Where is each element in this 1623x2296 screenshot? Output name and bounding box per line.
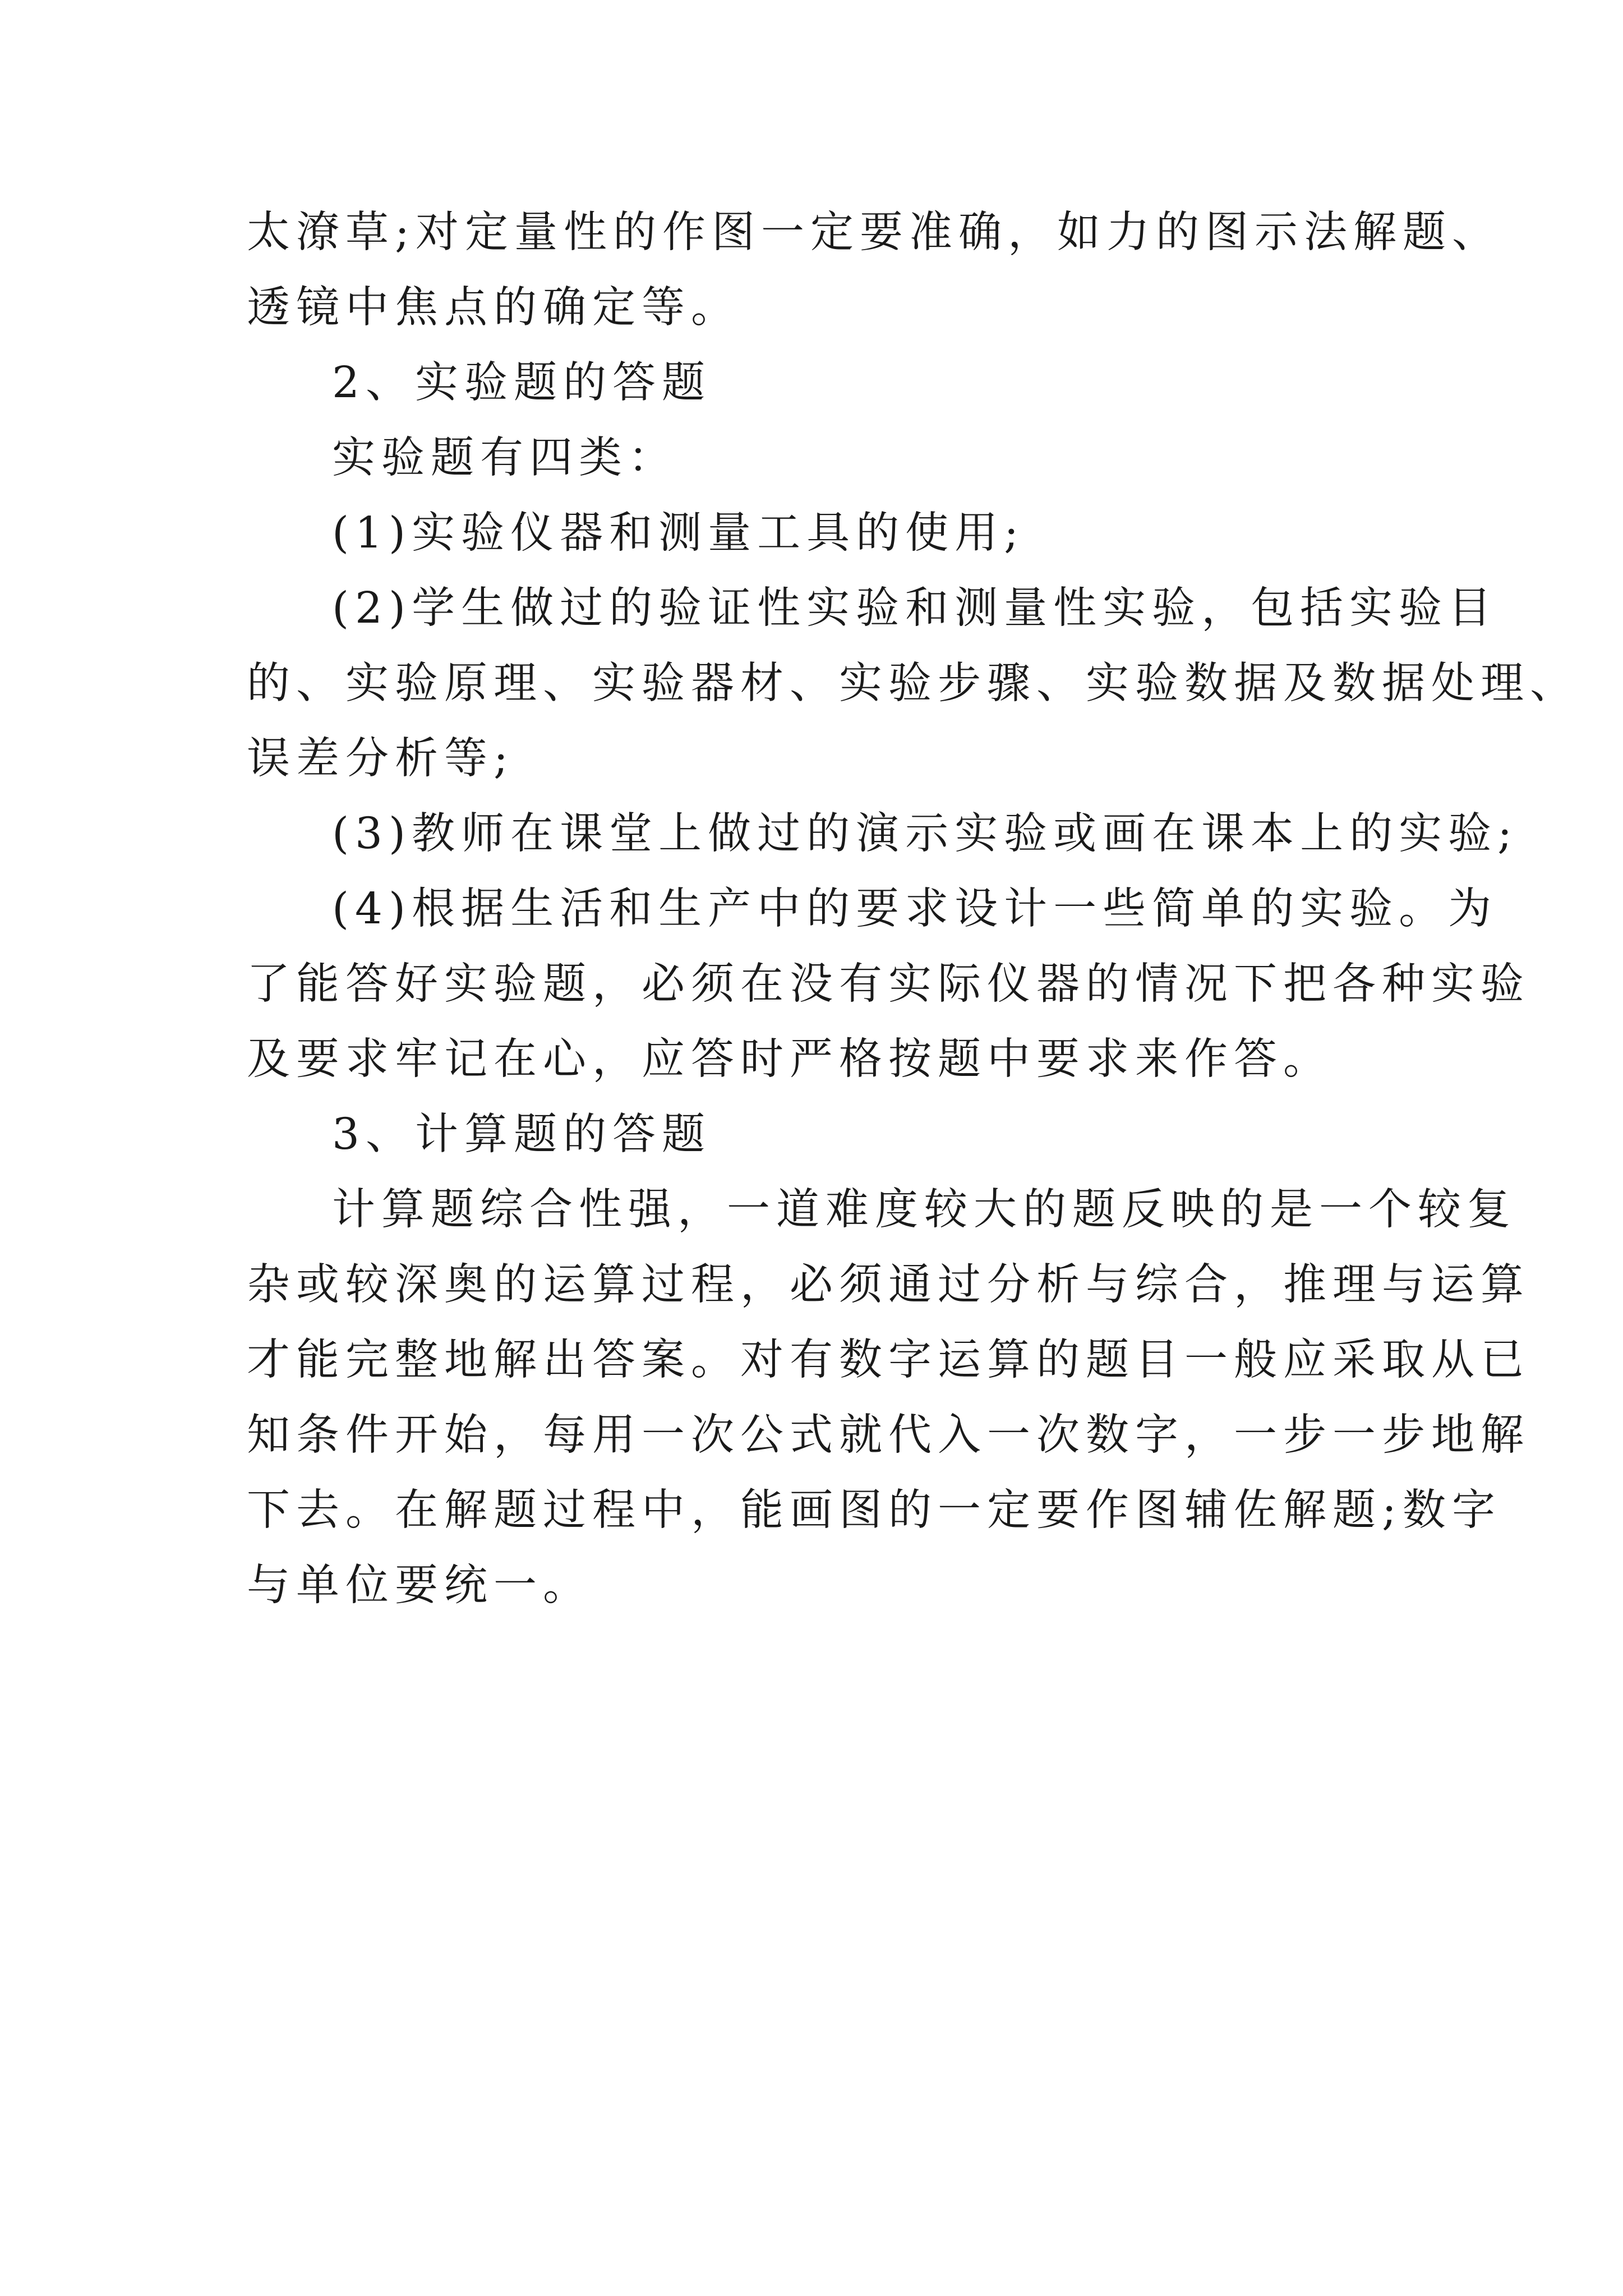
paragraph-line: 才能完整地解出答案。对有数字运算的题目一般应采取从已 bbox=[247, 1335, 1530, 1385]
paragraph-line: 知条件开始，每用一次公式就代入一次数字，一步一步地解 bbox=[247, 1410, 1530, 1460]
list-item: (2)学生做过的验证性实验和测量性实验，包括实验目 bbox=[332, 583, 1498, 633]
list-item: (3)教师在课堂上做过的演示实验或画在课本上的实验; bbox=[332, 809, 1519, 859]
paragraph-line: 杂或较深奥的运算过程，必须通过分析与综合，推理与运算 bbox=[247, 1260, 1530, 1310]
section-heading: 3、计算题的答题 bbox=[332, 1110, 711, 1159]
paragraph-line: 与单位要统一。 bbox=[247, 1561, 592, 1611]
paragraph-line: 透镜中焦点的确定等。 bbox=[247, 283, 740, 333]
paragraph-line: 计算题综合性强，一道难度较大的题反映的是一个较复 bbox=[332, 1185, 1516, 1235]
paragraph-line: 实验题有四类： bbox=[332, 433, 677, 483]
list-item: (4)根据生活和生产中的要求设计一些简单的实验。为 bbox=[332, 884, 1498, 934]
paragraph-line: 太潦草;对定量性的作图一定要准确，如力的图示法解题、 bbox=[247, 208, 1501, 257]
list-item-continuation: 及要求牢记在心，应答时严格按题中要求来作答。 bbox=[247, 1034, 1332, 1084]
list-item-continuation: 了能答好实验题，必须在没有实际仪器的情况下把各种实验 bbox=[247, 959, 1530, 1009]
document-body bbox=[247, 195, 1579, 1623]
list-item-continuation: 的、实验原理、实验器材、实验步骤、实验数据及数据处理、 bbox=[247, 659, 1579, 708]
paragraph-line: 下去。在解题过程中，能画图的一定要作图辅佐解题;数字 bbox=[247, 1485, 1501, 1535]
section-heading: 2、实验题的答题 bbox=[332, 358, 711, 408]
list-item: (1)实验仪器和测量工具的使用; bbox=[332, 508, 1025, 558]
list-item-continuation: 误差分析等; bbox=[247, 734, 514, 784]
